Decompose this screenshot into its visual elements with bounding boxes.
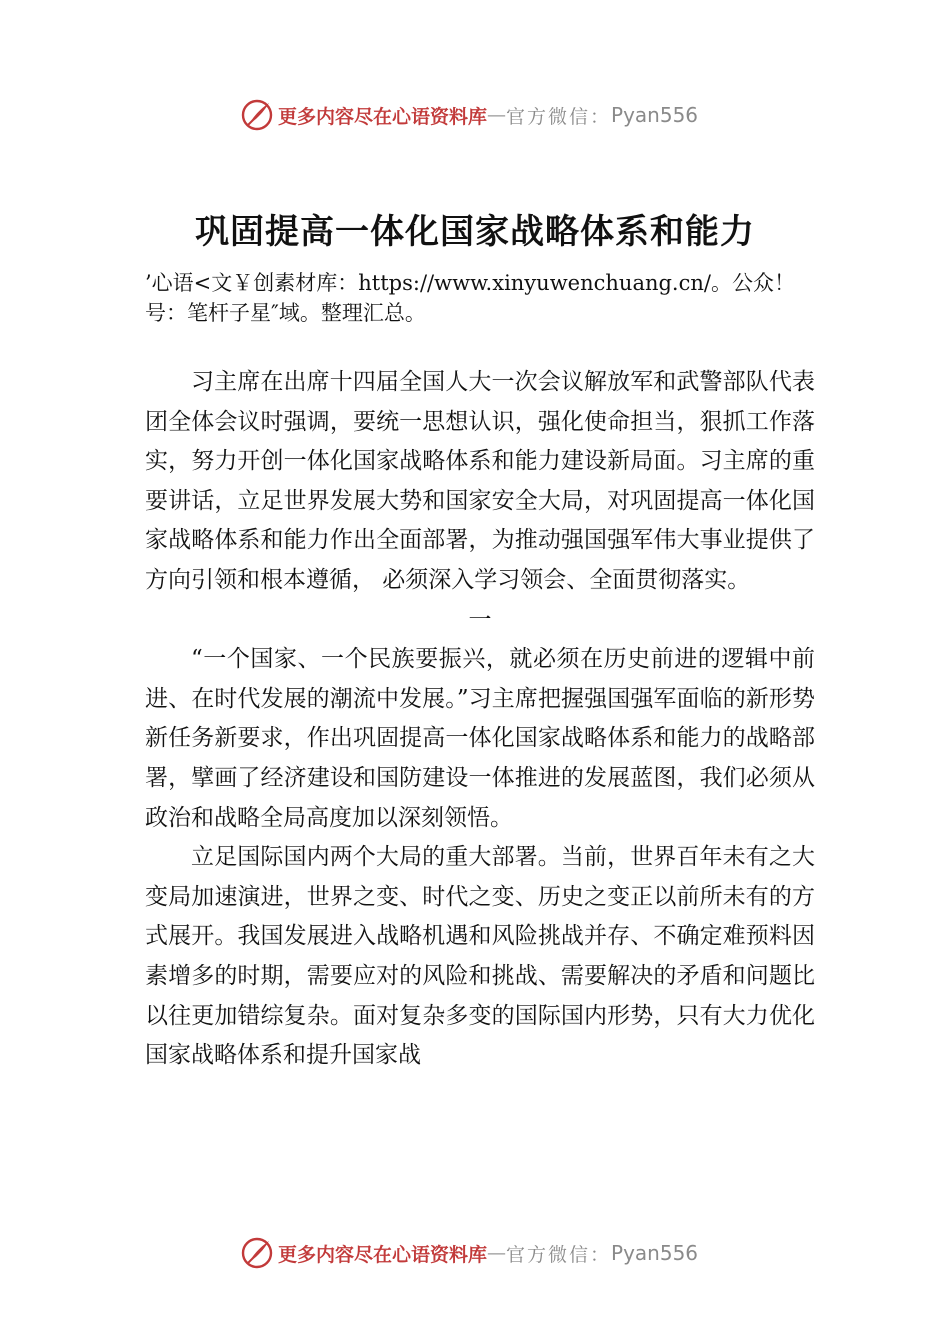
source-watermark-line: ’心语<文￥创素材库：https://www.xinyuwenchuang.cn/。公众！号：笔杆子星″域。整理汇总。 xyxy=(145,271,795,325)
footer-banner xyxy=(240,1233,698,1273)
section-number: 一 xyxy=(468,606,492,633)
paragraph: “一个国家、一个民族要振兴，就必须在历史前进的逻辑中前进、在时代发展的潮流中发展。”习主席把握强国强军面临的新形势新任务新要求，作出巩固提高一体化国家战略体系和能力的战略部署，擘画了经济建设和国防建设一体推进的发展蓝图，我们必须从政治和战略全局高度加以深刻领悟。 xyxy=(145,646,815,831)
banner-separator: — xyxy=(487,1242,507,1264)
paragraph: 立足国际国内两个大局的重大部署。当前，世界百年未有之大变局加速演进，世界之变、时代之变、历史之变正以前所未有的方式展开。我国发展进入战略机遇和风险挑战并存、不确定难预料因素增多的时期，需要应对的风险和挑战、需要解决的矛盾和问题比以往更加错综复杂。面对复杂多变的国际国内形势，只有大力优化国家战略体系和提升国家战 xyxy=(145,844,815,1069)
header-banner xyxy=(240,95,698,135)
banner-main-text: 更多内容尽在心语资料库 xyxy=(278,1243,488,1266)
banner-separator: — xyxy=(487,104,507,126)
paragraph: 习主席在出席十四届全国人大一次会议解放军和武警部队代表团全体会议时强调，要统一思想认识，强化使命担当，狠抓工作落实，努力开创一体化国家战略体系和能力建设新局面。习主席的重要讲话，立足世界发展大势和国家安全大局，对巩固提高一体化国家战略体系和能力作出全面部署，为推动强国强军伟大事业提供了方向引领和根本遵循， 必须深入学习领会、全面贯彻落实。 xyxy=(145,369,815,593)
quill-pen-logo-icon xyxy=(240,1236,274,1270)
banner-wechat-id: Pyan556 xyxy=(611,103,699,127)
document-body xyxy=(145,363,815,1076)
document-title: 巩固提高一体化国家战略体系和能力 xyxy=(195,212,755,252)
banner-main-text: 更多内容尽在心语资料库 xyxy=(278,105,488,128)
banner-wechat-label: 官方微信： xyxy=(506,1243,612,1266)
quill-pen-logo-icon xyxy=(240,98,274,132)
banner-wechat-label: 官方微信： xyxy=(506,105,612,128)
banner-wechat-id: Pyan556 xyxy=(611,1241,699,1265)
